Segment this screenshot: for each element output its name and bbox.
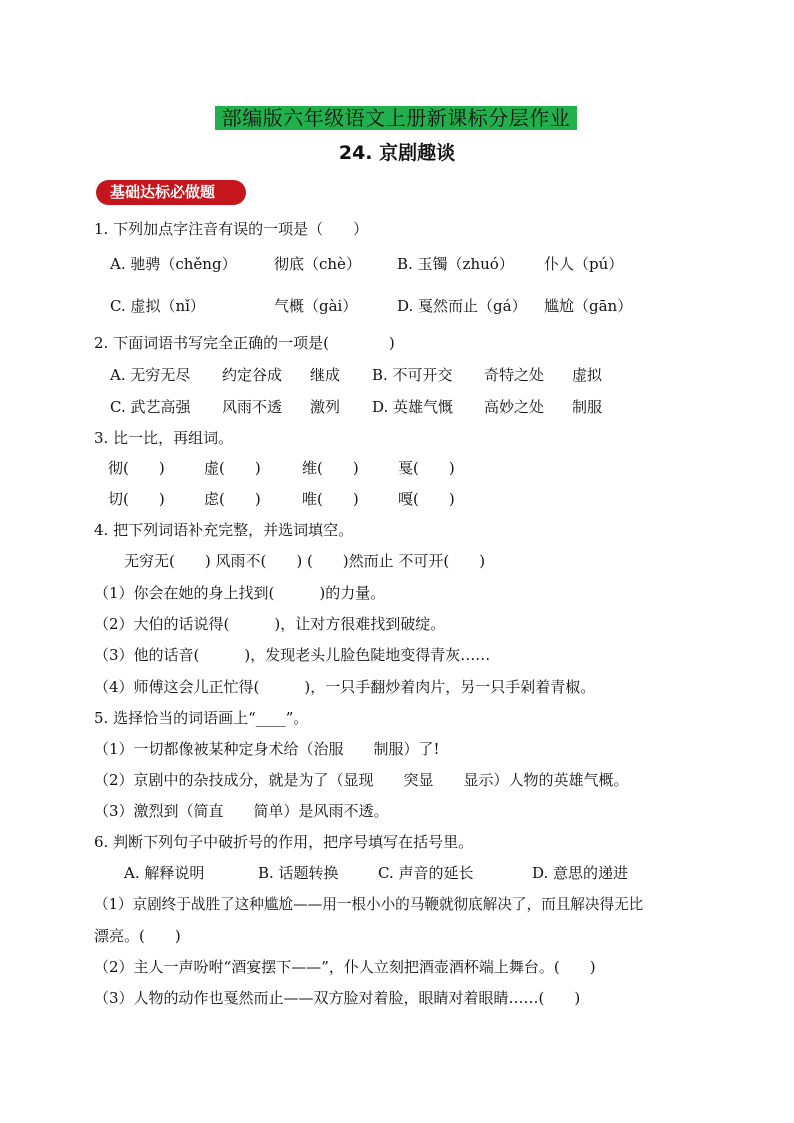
q4-sentence-4: （4）师傅这会儿正忙得( )，一只手翻炒着肉片，另一只手剁着青椒。 bbox=[94, 678, 596, 696]
q2-option-b-word2: 奇特之处 bbox=[484, 366, 545, 384]
q4-sentence-1: （1）你会在她的身上找到( )的力量。 bbox=[94, 584, 386, 602]
q2-option-d-word1: D. 英雄气慨 bbox=[372, 398, 454, 416]
q3-blank: 虑( ) bbox=[204, 490, 261, 508]
q2-option-b-word1: B. 不可开交 bbox=[372, 366, 453, 384]
q6-option-d: D. 意思的递进 bbox=[532, 864, 629, 882]
q2-option-d-word3: 制服 bbox=[572, 398, 603, 416]
q1-option-c2: 气概（gài） bbox=[274, 297, 358, 315]
q1-options-row1 bbox=[110, 254, 730, 274]
q6-sentence-1: （1）京剧终于战胜了这种尴尬——用一根小小的马鞭就彻底解决了，而且解决得无比 bbox=[94, 896, 644, 913]
q1-option-b2: 仆人（pú） bbox=[544, 255, 624, 273]
q1-option-d1: D. 戛然而止（gá） bbox=[397, 297, 527, 315]
q2-option-c-word3: 激列 bbox=[310, 398, 341, 416]
q4-word-list: 无穷无( ) 风雨不( ) ( )然而止 不可开( ) bbox=[124, 552, 486, 570]
q1-option-a1: A. 驰骋（chěng） bbox=[110, 255, 237, 273]
q6-option-b: B. 话题转换 bbox=[258, 864, 339, 882]
q3-blank: 唯( ) bbox=[302, 490, 359, 508]
q3-blank: 维( ) bbox=[302, 459, 359, 477]
q3-blank: 彻( ) bbox=[108, 459, 165, 477]
q4-stem: 4. 把下列词语补充完整，并选词填空。 bbox=[94, 521, 354, 539]
q2-option-a-word2: 约定谷成 bbox=[222, 366, 283, 384]
q2-option-c-word2: 风雨不透 bbox=[222, 398, 283, 416]
q6-sentence-1-cont: 漂亮。( ) bbox=[94, 927, 181, 945]
q1-stem: 1. 下列加点字注音有误的一项是（ ） bbox=[94, 220, 369, 238]
series-banner: 部编版六年级语文上册新课标分层作业 bbox=[215, 106, 577, 130]
q2-stem: 2. 下面词语书写完全正确的一项是( ) bbox=[94, 334, 395, 352]
q2-option-a-word3: 继成 bbox=[310, 366, 341, 384]
section-badge: 基础达标必做题 bbox=[96, 180, 246, 205]
q5-sentence-1: （1）一切都像被某种定身术给（治服 制服）了! bbox=[94, 740, 440, 758]
q1-option-c1: C. 虚拟（nǐ） bbox=[110, 297, 205, 315]
q1-option-d2: 尴尬（gān） bbox=[544, 297, 633, 315]
q3-blank: 戛( ) bbox=[398, 459, 455, 477]
q6-sentence-2: （2）主人一声吩咐“酒宴摆下——”，仆人立刻把酒壶酒杯端上舞台。( ) bbox=[94, 958, 596, 976]
q6-options bbox=[124, 863, 684, 883]
q2-option-d-word2: 高妙之处 bbox=[484, 398, 545, 416]
q2-options-row2 bbox=[110, 397, 730, 417]
lesson-title: 24. 京剧趣谈 bbox=[338, 142, 456, 164]
q1-option-b1: B. 玉镯（zhuó） bbox=[397, 255, 514, 273]
q4-sentence-3: （3）他的话音( )，发现老头儿脸色陡地变得青灰…… bbox=[94, 646, 491, 664]
q3-row2 bbox=[108, 489, 608, 509]
q6-option-a: A. 解释说明 bbox=[124, 864, 205, 882]
q4-sentence-2: （2）大伯的话说得( )，让对方很难找到破绽。 bbox=[94, 615, 446, 633]
q1-options-row2 bbox=[110, 296, 730, 316]
q1-option-a2: 彻底（chè） bbox=[274, 255, 361, 273]
q2-options-row1 bbox=[110, 365, 730, 385]
q6-sentence-3: （3）人物的动作也戛然而止——双方脸对着脸，眼睛对着眼睛……( ) bbox=[94, 989, 581, 1007]
q3-row1 bbox=[108, 458, 608, 478]
q3-blank: 切( ) bbox=[108, 490, 165, 508]
q2-option-a-word1: A. 无穷无尽 bbox=[110, 366, 191, 384]
q5-stem: 5. 选择恰当的词语画上“____”。 bbox=[94, 709, 309, 727]
q5-sentence-2: （2）京剧中的杂技成分，就是为了（显现 突显 显示）人物的英雄气概。 bbox=[94, 771, 629, 789]
q2-option-b-word3: 虚拟 bbox=[572, 366, 603, 384]
q2-option-c-word1: C. 武艺高强 bbox=[110, 398, 191, 416]
q3-blank: 虚( ) bbox=[204, 459, 261, 477]
q3-blank: 嘎( ) bbox=[398, 490, 455, 508]
q5-sentence-3: （3）激烈到（简直 简单）是风雨不透。 bbox=[94, 802, 389, 820]
q6-option-c: C. 声音的延长 bbox=[378, 864, 474, 882]
q3-stem: 3. 比一比，再组词。 bbox=[94, 429, 234, 447]
q6-stem: 6. 判断下列句子中破折号的作用，把序号填写在括号里。 bbox=[94, 833, 474, 851]
